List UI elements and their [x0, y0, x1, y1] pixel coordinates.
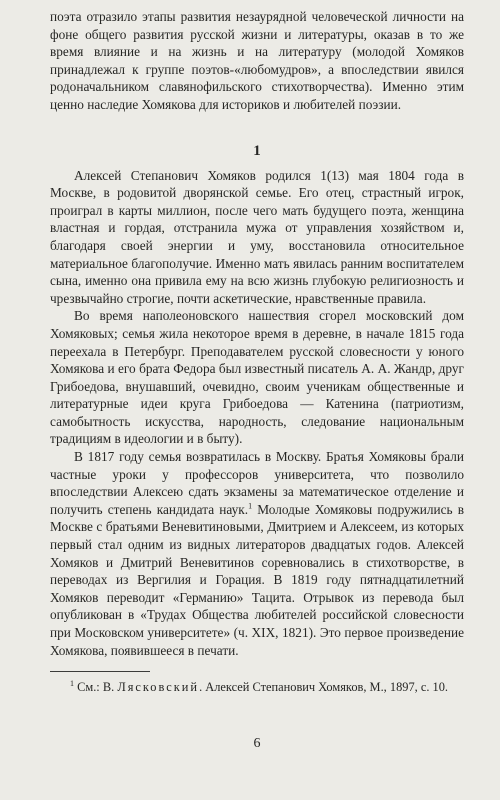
footnote-author: Лясковский [117, 680, 200, 695]
section-number: 1 [253, 142, 261, 159]
page-number: 6 [253, 735, 261, 751]
footnote-reference: 1 [248, 501, 253, 511]
intro-paragraph: поэта отразило этапы развития незаурядной человеческой личности на фоне общего развития русской жизни и литературы, оказав в то же время влияние и на жизнь и на литературу (молодой Хомяков принадлежал к группе поэтов-«любомудров», а впоследствии явился родоначальником славянофильского стихотворчества). Именно этим ценно наследие Хомякова для историков и любителей поэзии. [50, 9, 464, 112]
paragraph-text: Молодые Хомяковы подружились в Москве с братьями Веневитиновыми, Дмитрием и Алексеем, из которых первый стал одним из видных литераторов двадцатых годов. Алексей Хомяков и Дмитрий Веневитинов соревновались в стихотворстве, в переводах из Вергилия и Горация. В 1819 году пятнадцатилетний Хомяков переводит «Германию» Тацита. Отрывок из перевода был опубликован в «Трудах Общества любителей российской словесности при Московском университете» (ч. XIX, 1821). Это первое произведение Хомякова, появившееся в печати. [50, 501, 464, 658]
body-paragraph: Алексей Степанович Хомяков родился 1(13) мая 1804 года в Москве, в родовитой дворянской семье. Его отец, страстный игрок, проиграл в карты миллион, после чего мать будущего поэта, женщина властная и гордая, отстранила мужа от управления хозяйством и, благодаря своей энергии и уму, восстановила относительное материальное благополучие. Именно мать явилась ранним воспитателем сына, именно она привила ему на всю жизнь глубокую религиозность и чрезвычайно строгие, почти аскетические, нравственные правила. [50, 167, 464, 306]
footnote-marker: 1 [70, 679, 74, 689]
body-paragraph: Во время наполеоновского нашествия сгорел московский дом Хомяковых; семья жила некоторое время в деревне, в начале 1815 года переехала в Петербург. Преподавателем русской словесности у юного Хомякова и его брата Федора был известный писатель А. А. Жандр, друг Грибоедова, внушавший, очевидно, своим ученикам общественные и литературные идеи круга Грибоедова — Катенина (патриотизм, самобытность искусства, народность, следование национальным традициям в идеологии и в быту). [50, 308, 464, 447]
footnote-prefix: См.: В. [74, 680, 118, 695]
footnote [50, 680, 464, 696]
body-paragraph-with-note [50, 448, 464, 659]
paragraph-text: В 1817 году семья возвратилась в Москву. Братья Хомяковы брали частные уроки у профессоров университета, что позволило впоследствии Алексею сдать экзамены за математическое отделение и получить степень кандидата наук. [50, 449, 464, 517]
footnote-divider [50, 671, 150, 672]
footnote-citation: . Алексей Степанович Хомяков, М., 1897, с. 10. [199, 680, 449, 695]
